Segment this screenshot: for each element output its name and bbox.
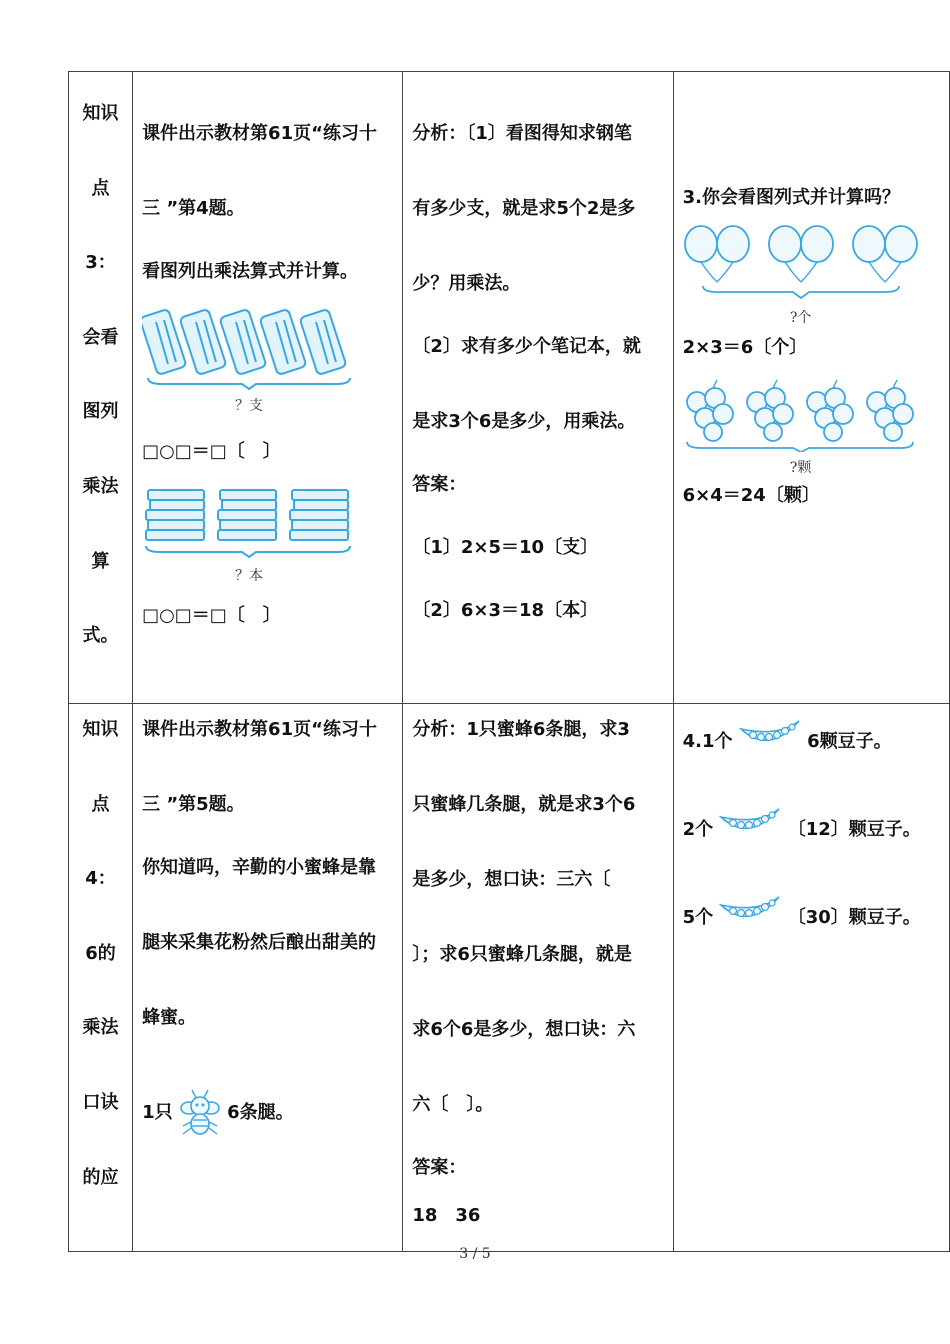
text-line: 课件出示教材第61页“练习十 — [142, 123, 377, 144]
text-line: 是多少，想口诀：三六〔 — [412, 869, 611, 890]
books-caption: ？本 — [235, 568, 264, 584]
kp-line: 式。 — [82, 625, 119, 647]
activity-cell — [133, 704, 403, 1252]
text-line: 求6个6是多少，想口诀：六 — [412, 1019, 636, 1040]
lesson-table — [68, 71, 950, 1252]
pens-illustration — [142, 300, 356, 414]
text-line: 18 36 — [412, 1205, 481, 1226]
text-line: 三 ”第5题。 — [142, 794, 245, 815]
activity-cell — [133, 72, 403, 704]
text-line: 分析：〔1〕看图得知求钢笔 — [412, 123, 632, 144]
text-line: 六〔 〕。 — [412, 1094, 494, 1115]
formula: □○□＝□〔 〕 — [142, 441, 281, 462]
kp-line: 算 — [91, 550, 110, 572]
kp-line: 4： — [85, 868, 116, 890]
pea-pod-icon — [739, 715, 801, 751]
answer-line: 2×3＝6〔个〕 — [682, 337, 808, 358]
kp-line: 点 — [91, 177, 110, 199]
text-line: 分析：1只蜜蜂6条腿，求3 — [412, 719, 630, 740]
balloons-illustration — [683, 224, 919, 326]
answer-line: 6×4＝24〔颗〕 — [682, 485, 820, 506]
kp-line: 的应 — [82, 1166, 119, 1188]
grape-caption: ?颗 — [789, 460, 812, 476]
text-line: 课件出示教材第61页“练习十 — [142, 719, 377, 740]
text-fragment: 1只 — [142, 1102, 173, 1123]
kp-line: 乘法 — [82, 1017, 119, 1039]
text-line: 有多少支，就是求5个2是多 — [412, 198, 636, 219]
text-line: 3.你会看图列式并计算吗？ — [682, 187, 901, 208]
books-illustration — [142, 480, 356, 584]
pens-caption: ？支 — [235, 398, 264, 414]
pea-line — [683, 800, 940, 844]
pea-line — [683, 712, 940, 756]
grape-icon — [683, 378, 919, 452]
bee-icon — [179, 1088, 221, 1138]
knowledge-point-cell — [69, 72, 133, 704]
page-number: 3 / 5 — [459, 1246, 491, 1262]
text-fragment: 〔30〕颗豆子。 — [787, 907, 921, 928]
pen-boxes-icon — [142, 300, 356, 390]
book-stacks-icon — [142, 480, 356, 560]
pea-pod-icon — [719, 891, 781, 927]
text-line: 〕；求6只蜜蜂几条腿，就是 — [412, 944, 632, 965]
text-line: 少？用乘法。 — [412, 273, 521, 294]
text-fragment: 2个 — [682, 819, 714, 840]
analysis-cell — [403, 72, 673, 704]
table-row — [69, 72, 950, 704]
text-line: 腿来采集花粉然后酿出甜美的 — [142, 932, 377, 953]
text-line: 你知道吗，辛勤的小蜜蜂是靠 — [142, 857, 377, 878]
grapes-illustration — [683, 378, 919, 476]
pea-pod-icon — [719, 803, 781, 839]
text-line: 只蜜蜂几条腿，就是求3个6 — [412, 794, 636, 815]
text-fragment: 6条腿。 — [227, 1102, 294, 1123]
kp-line: 知识 — [82, 719, 119, 740]
exercise-cell — [673, 704, 949, 1252]
analysis-cell — [403, 704, 673, 1252]
kp-line: 会看 — [82, 326, 119, 348]
text-fragment: 5个 — [682, 907, 714, 928]
text-fragment: 6颗豆子。 — [807, 731, 892, 752]
text-line: 〔2〕求有多少个笔记本，就 — [412, 336, 641, 357]
kp-line: 6的 — [85, 942, 116, 964]
text-line: 答案： — [412, 1157, 467, 1178]
kp-line: 3： — [85, 252, 116, 274]
text-line: 蜂蜜。 — [142, 1007, 197, 1028]
kp-line: 图列 — [82, 401, 119, 423]
text-line: 〔1〕2×5＝10〔支〕 — [412, 537, 599, 558]
text-line: 看图列出乘法算式并计算。 — [142, 261, 359, 282]
text-line: 是求3个6是多少，用乘法。 — [412, 411, 636, 432]
bee-line — [142, 1088, 393, 1140]
formula: □○□＝□〔 〕 — [142, 605, 281, 626]
knowledge-point-cell — [69, 704, 133, 1252]
text-line: 答案： — [412, 474, 467, 495]
text-line: 〔2〕6×3＝18〔本〕 — [412, 600, 599, 621]
pea-line — [683, 888, 940, 932]
kp-line: 知识 — [82, 103, 119, 124]
balloon-caption: ?个 — [789, 310, 812, 326]
text-fragment: 4.1个 — [682, 731, 733, 752]
balloon-icon — [683, 224, 919, 302]
text-fragment: 〔12〕颗豆子。 — [787, 819, 921, 840]
table-row — [69, 704, 950, 1252]
kp-line: 乘法 — [82, 475, 119, 497]
kp-line: 点 — [91, 793, 110, 815]
exercise-cell — [673, 72, 949, 704]
text-line: 三 ”第4题。 — [142, 198, 245, 219]
kp-line: 口诀 — [82, 1091, 119, 1113]
